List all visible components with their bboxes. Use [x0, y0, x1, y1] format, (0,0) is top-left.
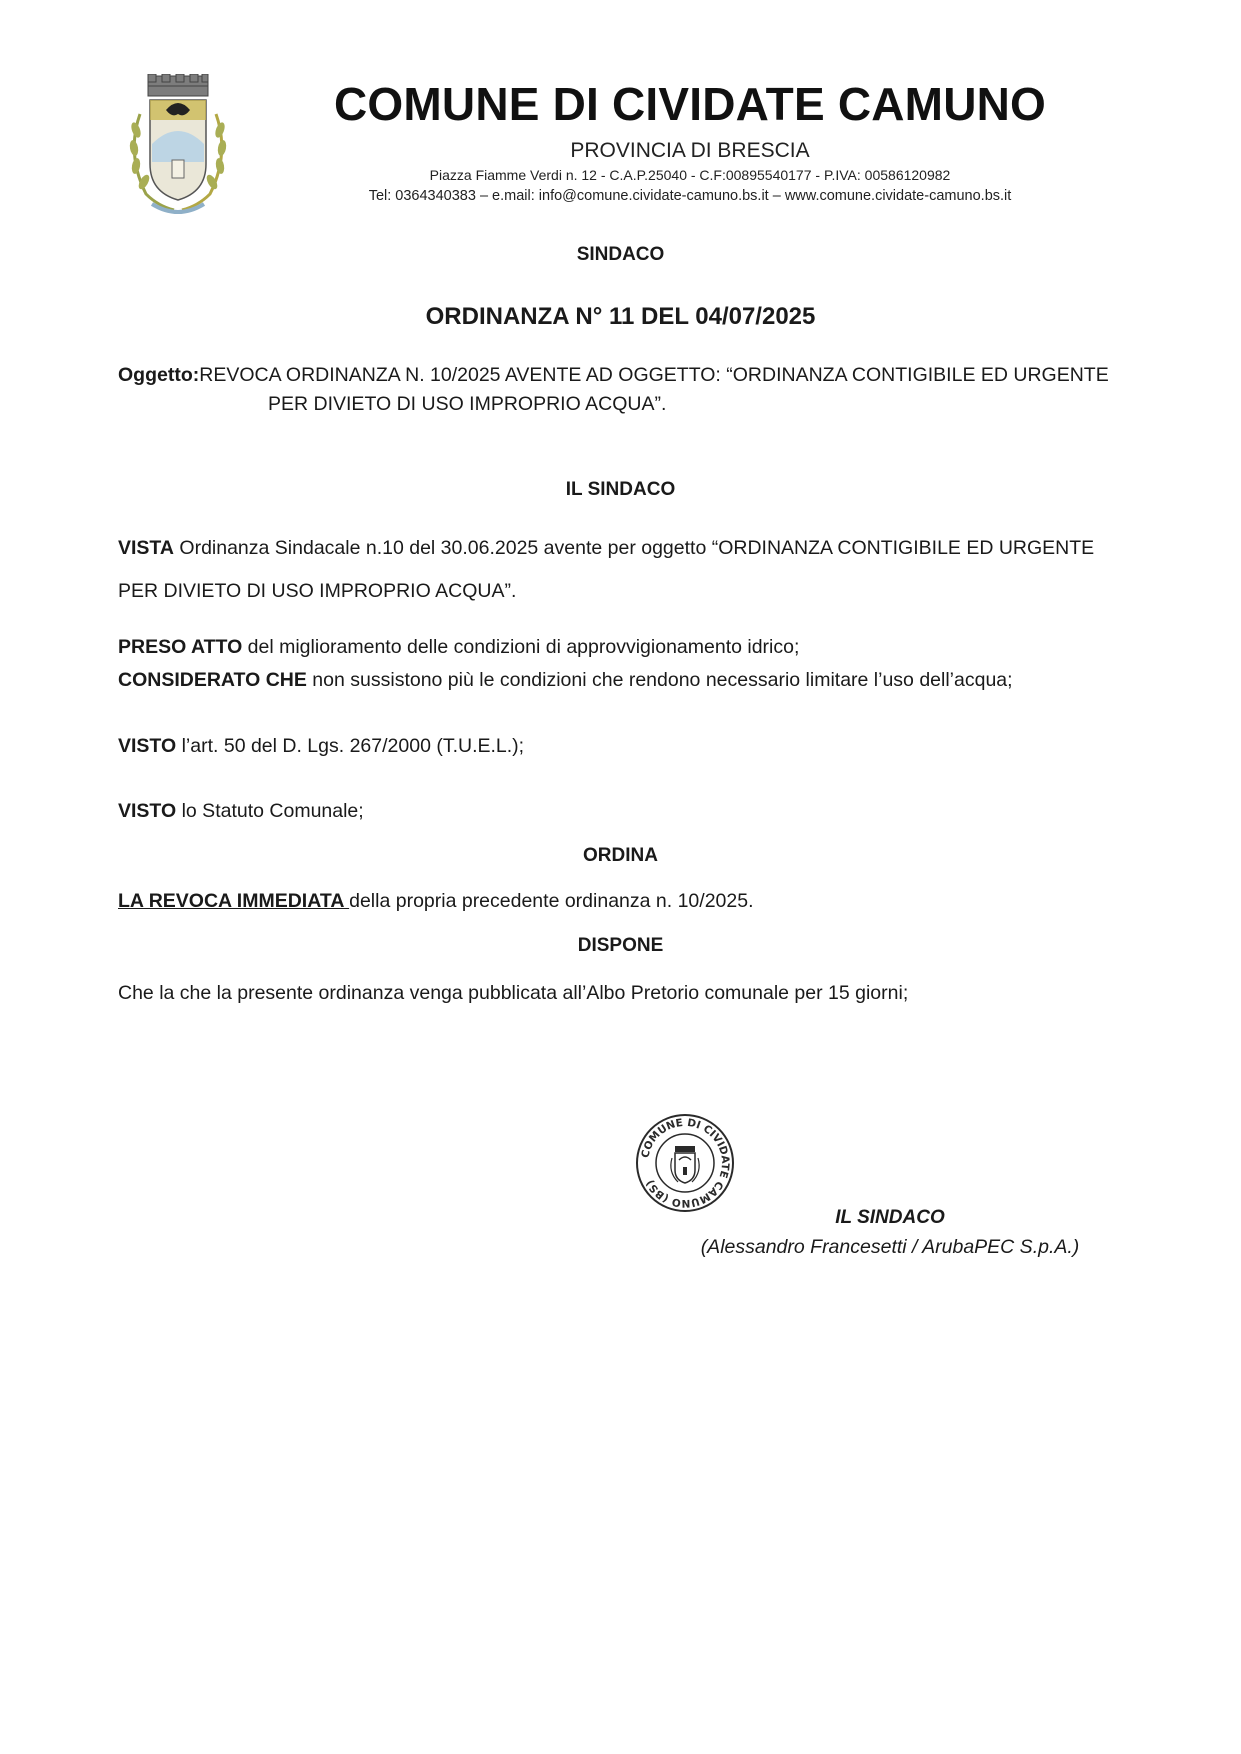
subject-line-2: PER DIVIETO DI USO IMPROPRIO ACQUA”. [268, 393, 667, 415]
dispone-heading: DISPONE [577, 935, 664, 956]
il-sindaco-heading: IL SINDACO [565, 479, 676, 500]
preso-atto-label: PRESO ATTO [118, 636, 243, 658]
office-heading: SINDACO [576, 244, 665, 265]
considerato-label: CONSIDERATO CHE [118, 669, 307, 691]
revoca-text: della propria precedente ordinanza n. 10/2025. [349, 890, 754, 912]
svg-text:COMUNE DI CIVIDATE CAMUNO (BS) [639, 1117, 731, 1209]
visto-label-2: VISTO [118, 800, 177, 822]
subject-label: Oggetto: [118, 364, 200, 386]
vista-label: VISTA [118, 537, 174, 559]
vista-line-1 [118, 537, 1094, 560]
signature-name: (Alessandro Francesetti / ArubaPEC S.p.A.) [700, 1236, 1080, 1258]
visto-text-1: l’art. 50 del D. Lgs. 267/2000 (T.U.E.L.); [176, 735, 525, 757]
visto-text-2: lo Statuto Comunale; [176, 800, 364, 822]
ordinance-title: ORDINANZA N° 11 DEL 04/07/2025 [425, 303, 816, 330]
coat-of-arms-logo [122, 74, 234, 220]
preso-atto-paragraph [118, 636, 799, 659]
subject-line-1 [118, 364, 1130, 387]
visto-label-1: VISTO [118, 735, 177, 757]
revoca-paragraph [118, 890, 754, 913]
municipality-contacts: Tel: 0364340383 – e.mail: info@comune.cividate-camuno.bs.it – www.comune.cividate-camuno.bs.it [368, 188, 1012, 204]
municipal-stamp [634, 1112, 736, 1214]
municipality-title: COMUNE DI CIVIDATE CAMUNO [333, 78, 1047, 130]
subject-text-1: REVOCA ORDINANZA N. 10/2025 AVENTE AD OGGETTO: “ORDINANZA CONTIGIBILE ED URGENTE [199, 364, 1109, 386]
revoca-label: LA REVOCA IMMEDIATA [118, 890, 350, 912]
considerato-paragraph [118, 669, 1013, 692]
vista-line-2: PER DIVIETO DI USO IMPROPRIO ACQUA”. [118, 580, 517, 602]
province-name: PROVINCIA DI BRESCIA [570, 139, 810, 162]
vista-text-1: Ordinanza Sindacale n.10 del 30.06.2025 avente per oggetto “ORDINANZA CONTIGIBILE ED URGENTE [173, 537, 1095, 559]
municipality-address: Piazza Fiamme Verdi n. 12 - C.A.P.25040 - C.F:00895540177 - P.IVA: 00586120982 [429, 167, 951, 183]
visto-tuel-paragraph [118, 735, 524, 758]
signature-title: IL SINDACO [835, 1207, 945, 1228]
stamp-text: COMUNE DI CIVIDATE CAMUNO (BS) [639, 1116, 732, 1210]
considerato-text: non sussistono più le condizioni che rendono necessario limitare l’uso dell’acqua; [306, 669, 1013, 691]
dispone-paragraph: Che la che la presente ordinanza venga pubblicata all’Albo Pretorio comunale per 15 giorni; [118, 982, 909, 1004]
ordina-heading: ORDINA [583, 845, 658, 866]
preso-atto-text: del miglioramento delle condizioni di approvvigionamento idrico; [242, 636, 800, 658]
visto-statuto-paragraph [118, 800, 364, 823]
